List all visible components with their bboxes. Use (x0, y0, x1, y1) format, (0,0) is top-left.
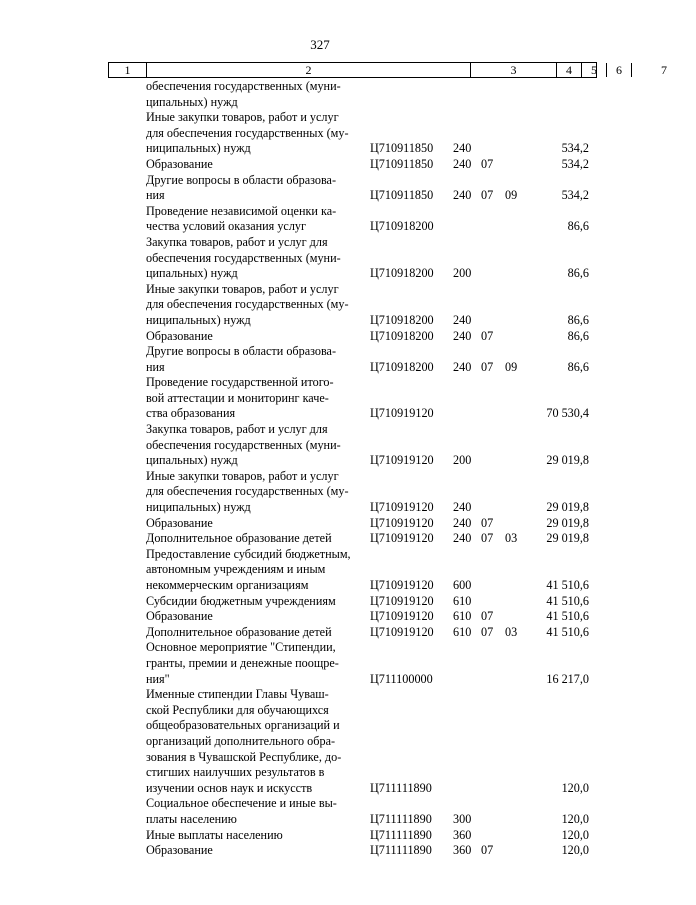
row-vr: 300 (453, 811, 472, 826)
row-sum: 86,6 (567, 359, 589, 374)
table-row (0, 282, 640, 329)
row-vr: 200 (453, 266, 472, 281)
row-code: Ц710919120 (370, 531, 434, 546)
row-vr: 360 (453, 827, 472, 842)
row-rz: 07 (481, 609, 494, 624)
table-row (0, 375, 640, 422)
row-name: Проведение независимой оценки ка- чества условий оказания услуг (146, 203, 337, 234)
row-code: Ц711111890 (370, 843, 432, 858)
table-row (0, 531, 640, 547)
row-name: Предоставление субсидий бюджетным, автономным учреждениям и иным некоммерческим организациям (146, 546, 351, 592)
row-code: Ц710918200 (370, 359, 434, 374)
row-sum: 29 019,8 (546, 515, 589, 530)
row-vr: 240 (453, 141, 472, 156)
row-name: Образование (146, 843, 213, 858)
row-code: Ц710918200 (370, 266, 434, 281)
row-rz: 07 (481, 188, 494, 203)
row-sum: 29 019,8 (546, 453, 589, 468)
row-vr: 610 (453, 609, 472, 624)
row-rz: 07 (481, 843, 494, 858)
row-sum: 41 510,6 (546, 593, 589, 608)
row-vr: 240 (453, 515, 472, 530)
table-row (0, 843, 640, 859)
row-pr: 09 (505, 188, 518, 203)
row-code: Ц711100000 (370, 671, 433, 686)
row-code: Ц710919120 (370, 500, 434, 515)
row-name: обеспечения государственных (муни- ципальных) нужд (146, 79, 341, 109)
row-code: Ц710911850 (370, 141, 434, 156)
header-col-1: 1 (109, 63, 147, 77)
row-name: Социальное обеспечение и иные вы- платы населению (146, 796, 337, 826)
table-row (0, 687, 640, 796)
table-body (0, 79, 640, 859)
row-name: Закупка товаров, работ и услуг для обеспечения государственных (муни- ципальных) нужд (146, 422, 341, 468)
table-row (0, 110, 640, 157)
row-sum: 29 019,8 (546, 531, 589, 546)
header-col-3: 3 (471, 63, 557, 77)
row-rz: 07 (481, 328, 494, 343)
page-number: 327 (310, 37, 330, 52)
row-sum: 41 510,6 (546, 624, 589, 639)
row-vr: 240 (453, 531, 472, 546)
row-code: Ц710919120 (370, 406, 434, 421)
row-code: Ц710919120 (370, 624, 434, 639)
row-sum: 534,2 (561, 141, 589, 156)
row-rz: 07 (481, 515, 494, 530)
row-name: Образование (146, 609, 213, 624)
row-rz: 07 (481, 624, 494, 639)
table-row (0, 157, 640, 173)
row-code: Ц710919120 (370, 578, 434, 592)
row-vr: 240 (453, 359, 472, 374)
row-vr: 240 (453, 328, 472, 343)
row-vr: 610 (453, 624, 472, 639)
row-pr: 03 (505, 624, 518, 639)
row-name: Другие вопросы в области образова- ния (146, 172, 337, 203)
row-vr: 240 (453, 156, 472, 171)
table-row (0, 469, 640, 516)
row-vr: 240 (453, 312, 472, 327)
row-name: Образование (146, 515, 213, 530)
row-name: Другие вопросы в области образова- ния (146, 344, 337, 374)
row-code: Ц711111890 (370, 827, 432, 842)
row-code: Ц710918200 (370, 219, 434, 234)
row-vr: 600 (453, 578, 472, 592)
row-sum: 86,6 (567, 312, 589, 327)
row-pr: 03 (505, 531, 518, 546)
row-sum: 120,0 (561, 843, 589, 858)
row-name: Дополнительное образование детей (146, 624, 332, 639)
row-code: Ц710919120 (370, 515, 434, 530)
header-col-4: 4 (557, 63, 582, 77)
row-sum: 86,6 (567, 219, 589, 234)
row-name: Иные выплаты населению (146, 827, 283, 842)
row-code: Ц710919120 (370, 453, 434, 468)
row-code: Ц711111890 (370, 811, 432, 826)
table-row (0, 516, 640, 532)
table-row (0, 204, 640, 235)
table-row (0, 625, 640, 641)
row-name: Иные закупки товаров, работ и услуг для обеспечения государственных (му- ниципальных) нужд (146, 281, 349, 327)
row-sum: 86,6 (567, 266, 589, 281)
row-sum: 29 019,8 (546, 500, 589, 515)
table-row (0, 640, 640, 687)
row-name: Образование (146, 328, 213, 343)
row-rz: 07 (481, 156, 494, 171)
row-sum: 120,0 (561, 811, 589, 826)
row-sum: 534,2 (561, 188, 589, 203)
row-code: Ц710919120 (370, 609, 434, 624)
table-row (0, 796, 640, 827)
table-row (0, 173, 640, 204)
row-sum: 16 217,0 (546, 671, 589, 686)
table-row (0, 235, 640, 282)
row-sum: 120,0 (561, 827, 589, 842)
table-row (0, 594, 640, 610)
row-code: Ц710918200 (370, 312, 434, 327)
header-col-2: 2 (147, 63, 471, 77)
row-name: Именные стипендии Главы Чуваш- ской Республики для обучающихся общеобразовательных организаций и организаций дополнительного обра- зования в Чувашской Республике, до- стигших наилучших результатов в изучении основ наук и искусств (146, 687, 342, 795)
row-code: Ц710911850 (370, 156, 434, 171)
row-code: Ц711111890 (370, 780, 432, 795)
row-code: Ц710911850 (370, 188, 434, 203)
table-row (0, 547, 640, 594)
row-rz: 07 (481, 359, 494, 374)
row-code: Ц710919120 (370, 593, 434, 608)
row-sum: 86,6 (567, 328, 589, 343)
row-name: Иные закупки товаров, работ и услуг для обеспечения государственных (му- ниципальных) нужд (146, 110, 349, 156)
row-vr: 360 (453, 843, 472, 858)
row-sum: 41 510,6 (546, 578, 589, 592)
row-sum: 41 510,6 (546, 609, 589, 624)
table-row (0, 79, 640, 110)
header-col-6: 6 (607, 63, 632, 77)
row-sum: 70 530,4 (546, 406, 589, 421)
row-code: Ц710918200 (370, 328, 434, 343)
row-vr: 610 (453, 593, 472, 608)
header-col-7: 7 (661, 63, 667, 77)
table-header (108, 62, 667, 78)
row-vr: 240 (453, 500, 472, 515)
row-name: Проведение государственной итого- вой аттестации и мониторинг каче- ства образования (146, 375, 334, 421)
table-row (0, 422, 640, 469)
row-name: Образование (146, 156, 213, 171)
row-vr: 240 (453, 188, 472, 203)
table-row (0, 609, 640, 625)
row-name: Основное мероприятие "Стипендии, гранты, премии и денежные поощре- ния" (146, 640, 339, 686)
row-name: Дополнительное образование детей (146, 531, 332, 546)
row-sum: 120,0 (561, 780, 589, 795)
table-row (0, 344, 640, 375)
row-rz: 07 (481, 531, 494, 546)
table-row (0, 329, 640, 345)
header-col-5: 5 (582, 63, 607, 77)
row-sum: 534,2 (561, 156, 589, 171)
row-name: Субсидии бюджетным учреждениям (146, 593, 336, 608)
row-name: Иные закупки товаров, работ и услуг для обеспечения государственных (му- ниципальных) нужд (146, 468, 349, 515)
row-vr: 200 (453, 453, 472, 468)
table-row (0, 828, 640, 844)
row-name: Закупка товаров, работ и услуг для обеспечения государственных (муни- ципальных) нужд (146, 234, 341, 281)
row-pr: 09 (505, 359, 518, 374)
